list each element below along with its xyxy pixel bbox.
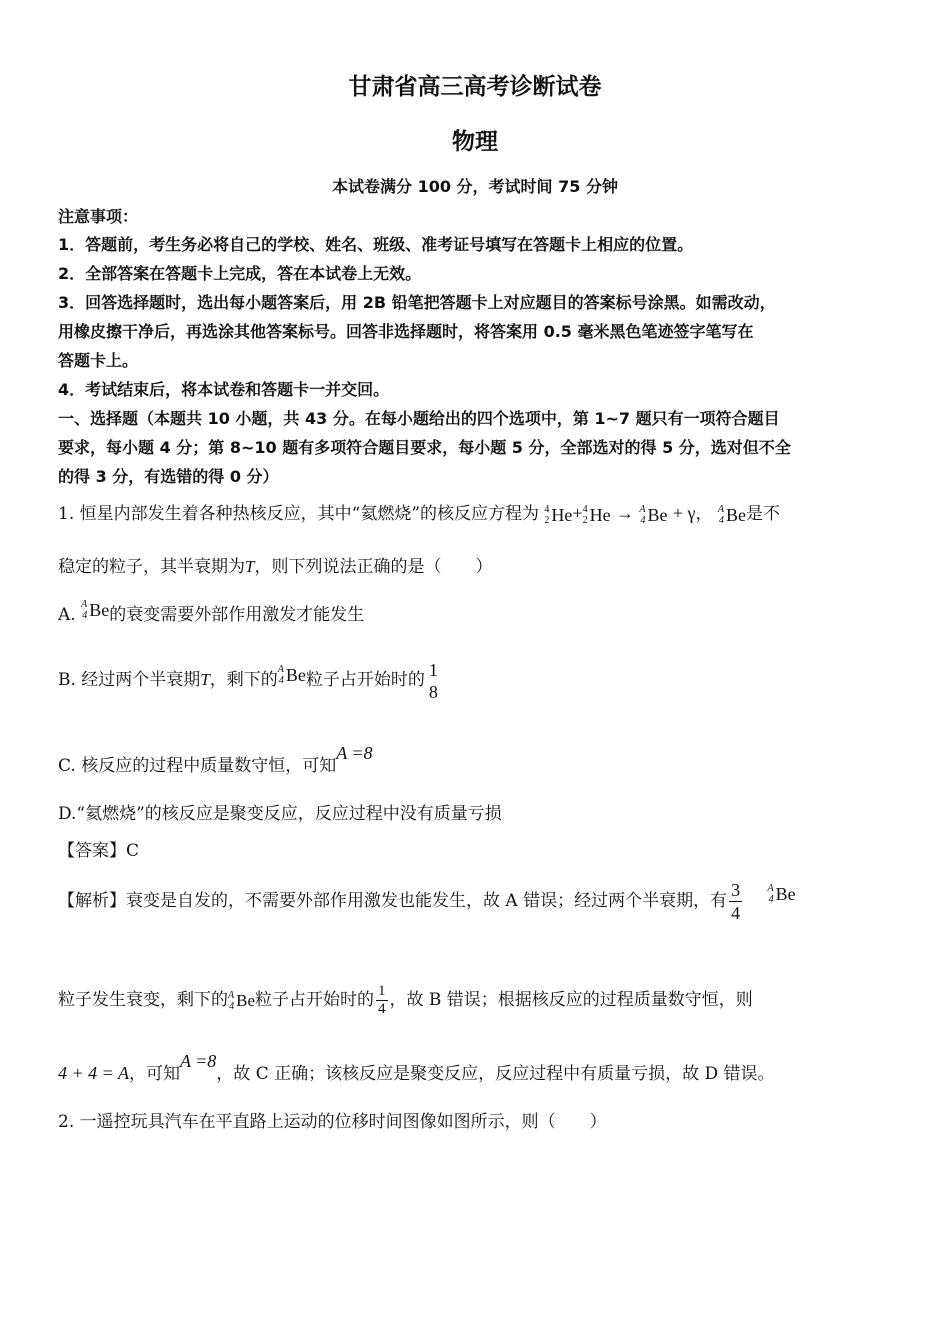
q1-option-b: B. 经过两个半衰期T，剩下的 A 4 Be粒子占开始时的 1 8 <box>58 655 898 705</box>
beryllium-nucleus-a: A 4 Be <box>81 599 110 622</box>
q1-stem-line2: 稳定的粒子，其半衰期为T，则下列说法正确的是（ ） <box>58 557 493 577</box>
q1-option-a: A. A 4 Be的衰变需要外部作用激发才能发生 <box>58 599 365 626</box>
q1-explanation-line1: 【解析】衰变是自发的，不需要外部作用激发也能发生，故 A 错误；经过两个半衰期，有 $\frac{3}{4}$ A 4 Be <box>58 876 898 928</box>
mass-sum-equation: 4 + 4 = A <box>58 1063 129 1083</box>
q1-explanation-line2: 粒子发生衰变，剩下的 A 4 Be粒子占开始时的 $\frac{1}{4}$ ，故 B 错误；根据核反应的过程质量数守恒，则 <box>58 978 898 1022</box>
reaction-arrow: → <box>615 503 634 523</box>
half-life-symbol: T <box>245 557 255 576</box>
q2-stem: 2. 一遥控玩具汽车在平直路上运动的位移时间图像如图所示，则（ ） <box>58 1112 607 1132</box>
plus-sign: + <box>572 503 583 523</box>
q1-stem-text: 1. 恒星内部发生着各种热核反应，其中“氦燃烧”的核反应方程为 <box>58 504 540 524</box>
fraction-one-eighth: 1 8 <box>428 659 438 702</box>
note-3a: 3．回答选择题时，选出每小题答案后，用 2B 铅笔把答题卡上对应题目的答案标号涂黑。如需改动， <box>58 293 776 312</box>
exam-info: 本试卷满分 100 分，考试时间 75 分钟 <box>332 177 618 196</box>
comma: ， <box>695 504 713 524</box>
q1-explanation-line3: 4 + 4 = A，可知A =8，故 C 正确；该核反应是聚变反应，反应过程中有质量亏损，故 D 错误。 <box>58 1051 775 1084</box>
note-4: 4．考试结束后，将本试卷和答题卡一并交回。 <box>58 380 390 399</box>
section-heading-3: 的得 3 分，有选错的得 0 分） <box>58 467 279 486</box>
fraction-three-quarters: $\frac{3}{4}$ <box>731 880 741 924</box>
fraction-one-quarter: $\frac{1}{4}$ <box>378 983 386 1018</box>
section-heading-1: 一、选择题（本题共 10 小题，共 43 分。在每小题给出的四个选项中，第 1~7 题只有一项符合题目 <box>58 409 780 428</box>
beryllium-nucleus-b: A 4 Be <box>277 664 306 687</box>
beryllium-nucleus-exp: A 4 Be <box>767 883 796 906</box>
notes-heading: 注意事项： <box>58 207 139 226</box>
helium-nucleus-2: 4 2 He <box>582 504 611 527</box>
mass-number-equation: A =8 <box>336 743 373 763</box>
q1-option-d: D.“氦燃烧”的核反应是聚变反应，反应过程中没有质量亏损 <box>58 804 502 824</box>
helium-nucleus-1: 4 2 He <box>544 504 573 527</box>
exam-title: 甘肃省高三高考诊断试卷 <box>348 74 602 100</box>
beryllium-nucleus: A 4 Be <box>639 504 668 527</box>
gamma-term: + γ <box>672 503 696 523</box>
section-heading-2: 要求，每小题 4 分；第 8~10 题有多项符合题目要求，每小题 5 分，全部选对的得 5 分，选对但不全 <box>58 438 791 457</box>
note-1: 1．答题前，考生务必将自己的学校、姓名、班级、准考证号填写在答题卡上相应的位置。 <box>58 235 694 254</box>
note-2: 2．全部答案在答题卡上完成，答在本试卷上无效。 <box>58 264 422 283</box>
q1-option-c: C. 核反应的过程中质量数守恒，可知A =8 <box>58 743 373 776</box>
q1-answer: 【答案】C <box>58 841 140 861</box>
note-3b: 用橡皮擦干净后，再选涂其他答案标号。回答非选择题时，将答案用 0.5 毫米黑色笔迹签字笔写在 <box>58 322 754 341</box>
q1-stem-tail: 是不 <box>746 504 781 524</box>
note-3c: 答题卡上。 <box>58 351 139 370</box>
q1-stem-line1 <box>58 502 898 526</box>
beryllium-nucleus-exp2: A 4 Be <box>228 990 255 1013</box>
subject-title: 物理 <box>452 129 498 155</box>
beryllium-nucleus-ref: A 4 Be <box>717 504 747 527</box>
mass-number-result: A =8 <box>179 1051 217 1071</box>
